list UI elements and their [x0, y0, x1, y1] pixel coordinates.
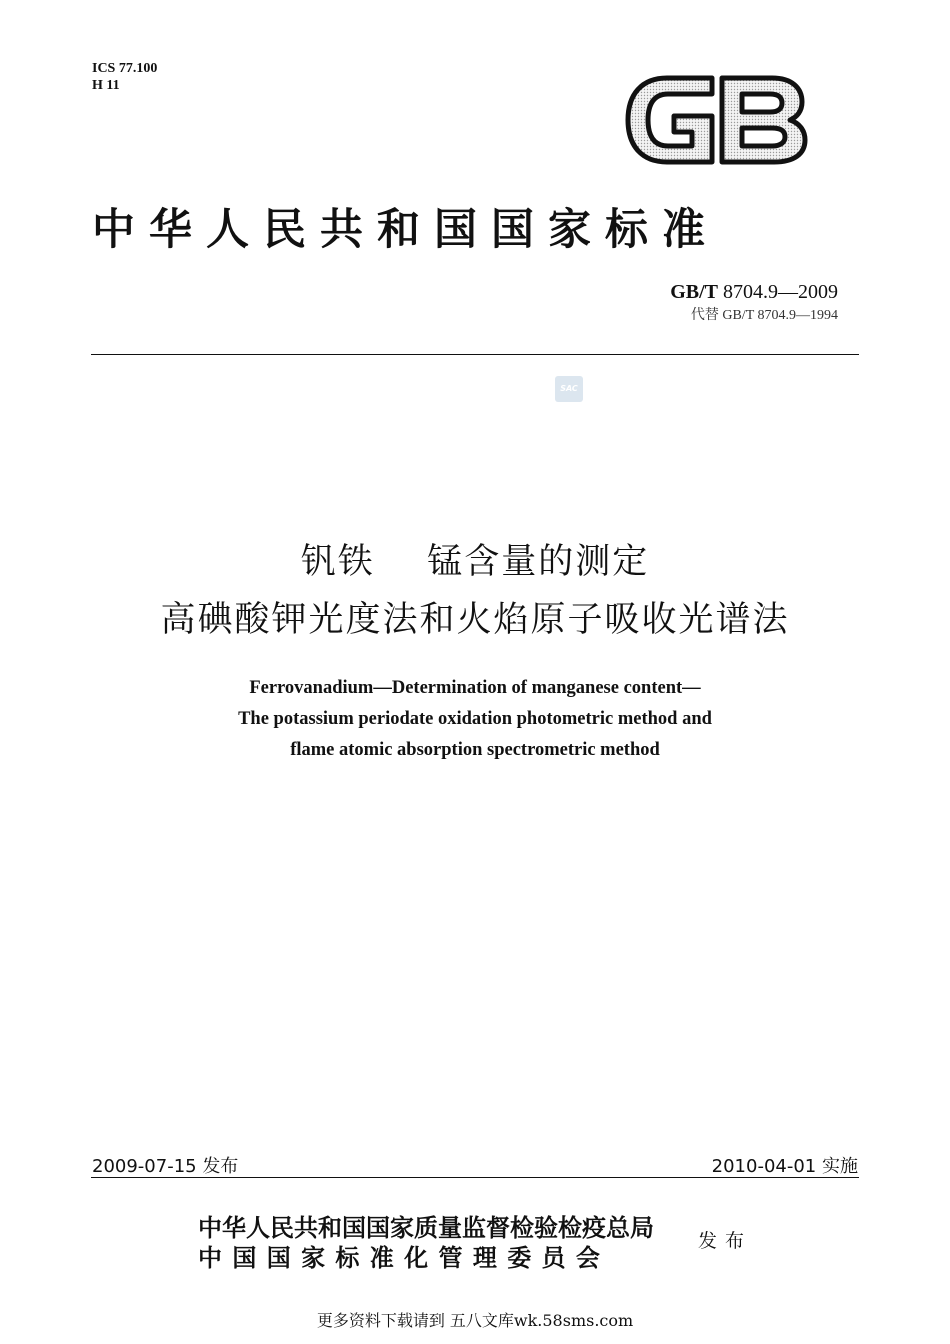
country-standard-title: 中华人民共和国国家标准 [92, 205, 719, 255]
gb-standard-logo [622, 70, 808, 170]
issuer-line-2: 中 国 国 家 标 准 化 管 理 委 员 会 [198, 1243, 601, 1272]
header-divider [91, 354, 859, 355]
standard-number [670, 281, 838, 304]
ccs-code: H 11 [92, 78, 120, 93]
issuer-line-1: 中华人民共和国国家质量监督检验检疫总局 [198, 1213, 654, 1242]
classification-codes [92, 60, 157, 94]
standard-prefix: GB/T [670, 281, 718, 303]
english-title-line-2: The potassium periodate oxidation photometric method and [238, 709, 712, 729]
footer-divider [91, 1177, 859, 1178]
download-footer: 更多资料下载请到 五八文库wk.58sms.com [316, 1311, 634, 1330]
implementation-date: 2010-04-01 实施 [711, 1156, 858, 1177]
chinese-title-line-1: 钒铁 锰含量的测定 [300, 542, 650, 582]
chinese-title-line-2: 高碘酸钾光度法和火焰原子吸收光谱法 [160, 600, 790, 640]
issue-date: 2009-07-15 发布 [92, 1156, 239, 1177]
english-title-line-1: Ferrovanadium—Determination of manganese content— [249, 678, 701, 698]
issue-label: 发布 [698, 1230, 753, 1252]
sac-watermark-icon: SAC [555, 376, 583, 402]
ics-code: ICS 77.100 [92, 61, 158, 76]
replaces-standard: 代替 GB/T 8704.9—1994 [690, 308, 838, 323]
standard-code: 8704.9—2009 [723, 281, 838, 303]
english-title-line-3: flame atomic absorption spectrometric method [290, 740, 660, 760]
